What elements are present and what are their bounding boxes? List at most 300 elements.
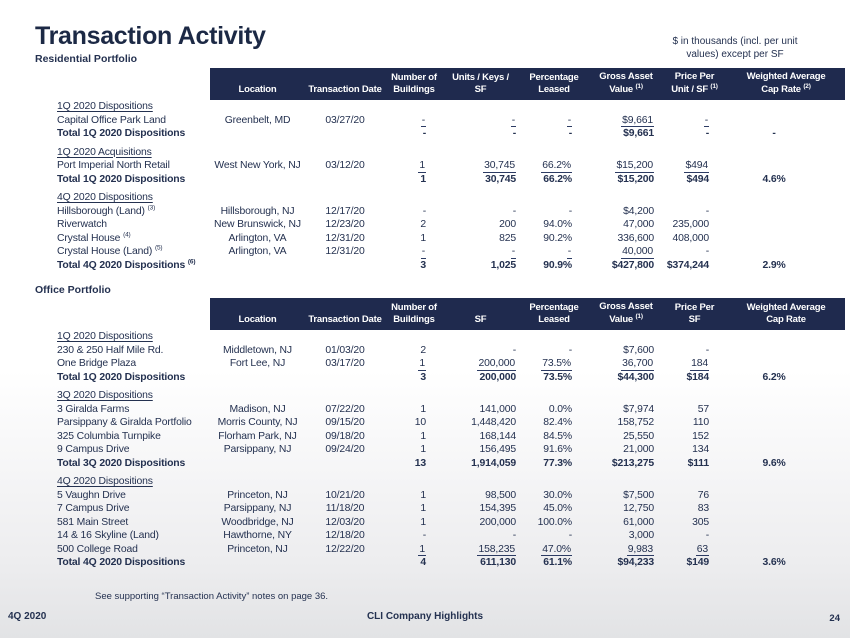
table-cell bbox=[727, 403, 845, 417]
table-cell: $213,275 bbox=[611, 457, 654, 469]
table-cell: - bbox=[705, 205, 709, 217]
column-header: Number of Buildings bbox=[385, 298, 443, 330]
row-label: Crystal House $^{(4)}$ bbox=[57, 231, 131, 244]
table-cell: Hillsborough, NJ bbox=[220, 205, 295, 217]
table-cell: 100.0% bbox=[537, 516, 572, 528]
table-cell bbox=[210, 191, 305, 205]
table-cell bbox=[305, 389, 385, 403]
table-cell: - bbox=[705, 344, 709, 356]
table-cell: - bbox=[421, 114, 425, 126]
table-cell: 305 bbox=[692, 516, 709, 528]
table-cell bbox=[210, 173, 305, 187]
property-row bbox=[35, 403, 845, 417]
table-cell: 12/22/20 bbox=[325, 543, 365, 555]
section-header-row bbox=[35, 146, 845, 160]
table-cell: 1 bbox=[419, 543, 425, 555]
table-cell: 45.0% bbox=[543, 503, 572, 514]
table-cell: Parsippany, NJ bbox=[223, 503, 292, 514]
row-label: 1Q 2020 Dispositions bbox=[57, 101, 153, 112]
table-cell bbox=[443, 389, 518, 403]
table-cell: 3 bbox=[420, 371, 426, 383]
table-cell bbox=[727, 529, 845, 543]
property-row bbox=[35, 114, 845, 128]
table-cell: 825 bbox=[499, 232, 516, 244]
table-cell: 66.2% bbox=[543, 173, 572, 185]
table-cell: Parsippany, NJ bbox=[223, 444, 292, 455]
office-portfolio-table bbox=[35, 298, 845, 570]
row-label: Riverwatch bbox=[57, 219, 107, 230]
table-cell bbox=[727, 389, 845, 403]
table-cell bbox=[305, 127, 385, 141]
residential-portfolio-table bbox=[35, 68, 845, 272]
row-label: Total 1Q 2020 Dispositions bbox=[57, 128, 186, 139]
table-cell bbox=[727, 330, 845, 344]
row-label: 230 & 250 Half Mile Rd. bbox=[57, 344, 164, 356]
table-cell: 2 bbox=[420, 219, 426, 230]
column-header: Price Per SF bbox=[662, 298, 727, 330]
table-cell: - bbox=[512, 530, 516, 541]
row-label: Total 1Q 2020 Dispositions bbox=[57, 371, 186, 383]
office-portfolio-label: Office Portfolio bbox=[35, 284, 111, 296]
row-label: Capital Office Park Land bbox=[57, 114, 166, 126]
table-cell bbox=[727, 475, 845, 489]
table-cell: 0.0% bbox=[548, 403, 572, 415]
table-cell bbox=[727, 516, 845, 530]
table-cell bbox=[305, 146, 385, 160]
table-cell bbox=[727, 146, 845, 160]
table-cell: 03/27/20 bbox=[325, 114, 365, 126]
table-cell: 61,000 bbox=[623, 516, 654, 528]
table-cell bbox=[662, 475, 727, 489]
property-row bbox=[35, 357, 845, 371]
table-cell: Middletown, NJ bbox=[223, 344, 292, 356]
table-cell: 12/23/20 bbox=[325, 219, 365, 230]
table-cell: - bbox=[422, 530, 426, 541]
section-header-row bbox=[35, 389, 845, 403]
table-cell bbox=[385, 100, 443, 114]
footer-page-number: 24 bbox=[829, 613, 840, 624]
table-cell: 03/17/20 bbox=[325, 358, 365, 369]
table-cell bbox=[443, 330, 518, 344]
table-cell bbox=[305, 173, 385, 187]
table-cell bbox=[385, 330, 443, 344]
total-row bbox=[35, 556, 845, 570]
table-cell: - bbox=[704, 114, 708, 126]
table-cell bbox=[210, 127, 305, 141]
table-cell: 73.5% bbox=[542, 358, 571, 369]
column-header: Gross Asset Value $^{(1)}$ bbox=[590, 68, 662, 100]
footer-quarter-label: 4Q 2020 bbox=[8, 611, 47, 622]
table-cell: 98,500 bbox=[485, 489, 516, 501]
table-cell: 63 bbox=[696, 543, 708, 555]
table-cell: 408,000 bbox=[672, 232, 709, 244]
table-cell: $4,200 bbox=[623, 205, 654, 217]
table-cell: - bbox=[422, 128, 426, 139]
table-cell: $9,661 bbox=[623, 128, 654, 139]
table-cell: 1 bbox=[420, 403, 426, 415]
table-cell: 09/24/20 bbox=[325, 444, 365, 455]
table-cell: 82.4% bbox=[543, 417, 572, 428]
table-cell: 91.6% bbox=[543, 444, 572, 455]
table-cell: 152 bbox=[692, 430, 709, 442]
table-cell bbox=[590, 146, 662, 160]
property-row bbox=[35, 205, 845, 219]
table-cell: - bbox=[511, 114, 515, 126]
table-cell: Hawthorne, NY bbox=[223, 530, 292, 541]
table-cell: 30,745 bbox=[484, 160, 515, 171]
table-cell: 4 bbox=[420, 557, 426, 568]
column-header: Location bbox=[210, 68, 305, 100]
table-cell: Greenbelt, MD bbox=[224, 114, 291, 126]
table-cell bbox=[727, 489, 845, 503]
table-cell bbox=[727, 191, 845, 205]
table-cell bbox=[518, 191, 590, 205]
table-cell: - bbox=[511, 246, 515, 257]
table-cell: 3,000 bbox=[628, 530, 654, 541]
table-cell: 1,448,420 bbox=[471, 417, 516, 428]
table-cell: 1,025 bbox=[490, 259, 516, 271]
table-cell: - bbox=[705, 246, 709, 257]
table-cell: $494 bbox=[685, 160, 708, 171]
table-cell: 1 bbox=[420, 503, 426, 514]
table-cell: 07/22/20 bbox=[325, 403, 365, 415]
table-cell: $7,974 bbox=[623, 403, 654, 415]
table-cell: 84.5% bbox=[543, 430, 572, 442]
table-cell: - bbox=[772, 128, 776, 139]
table-cell: 2.9% bbox=[762, 259, 786, 271]
table-cell: Woodbridge, NJ bbox=[221, 516, 294, 528]
total-row bbox=[35, 259, 845, 273]
table-cell: Fort Lee, NJ bbox=[229, 358, 286, 369]
table-cell: 235,000 bbox=[672, 219, 709, 230]
table-cell bbox=[727, 245, 845, 259]
property-row bbox=[35, 344, 845, 358]
table-cell: Arlington, VA bbox=[228, 232, 287, 244]
footer-report-title: CLI Company Highlights bbox=[366, 611, 484, 622]
table-cell bbox=[727, 344, 845, 358]
table-cell: 134 bbox=[692, 444, 709, 455]
header-spacer-cell bbox=[35, 298, 210, 330]
table-cell: 158,235 bbox=[478, 543, 515, 555]
table-cell: 11/18/20 bbox=[325, 503, 365, 514]
units-note bbox=[626, 36, 844, 61]
table-cell: $374,244 bbox=[666, 259, 709, 271]
table-cell: Florham Park, NJ bbox=[218, 430, 297, 442]
row-label: 4Q 2020 Dispositions bbox=[57, 476, 153, 487]
table-cell: 3.6% bbox=[762, 557, 786, 568]
row-label: Total 4Q 2020 Dispositions bbox=[57, 557, 186, 568]
table-cell: $427,800 bbox=[611, 259, 654, 271]
table-cell: $94,233 bbox=[617, 557, 654, 568]
table-cell bbox=[590, 389, 662, 403]
table-cell bbox=[727, 100, 845, 114]
row-label: Total 3Q 2020 Dispositions bbox=[57, 457, 186, 469]
table-cell bbox=[443, 475, 518, 489]
row-label: 581 Main Street bbox=[57, 516, 129, 528]
table-cell: $7,600 bbox=[623, 344, 654, 356]
table-cell bbox=[305, 475, 385, 489]
table-cell: 66.2% bbox=[542, 160, 571, 171]
table-cell: $494 bbox=[686, 173, 709, 185]
table-cell bbox=[443, 191, 518, 205]
table-cell bbox=[727, 114, 845, 128]
table-cell bbox=[727, 159, 845, 173]
table-cell bbox=[210, 371, 305, 385]
table-cell: - bbox=[512, 205, 516, 217]
property-row bbox=[35, 430, 845, 444]
table-cell: 1,914,059 bbox=[471, 457, 516, 469]
row-label: Total 1Q 2020 Dispositions bbox=[57, 173, 186, 185]
table-cell bbox=[385, 475, 443, 489]
table-cell: Madison, NJ bbox=[229, 403, 286, 415]
table-cell: 09/18/20 bbox=[325, 430, 365, 442]
table-cell: Morris County, NJ bbox=[217, 417, 298, 428]
table-cell bbox=[210, 475, 305, 489]
column-header: Weighted Average Cap Rate $^{(2)}$ bbox=[727, 68, 845, 100]
table-cell: 10 bbox=[414, 417, 426, 428]
table-cell: - bbox=[567, 246, 571, 257]
table-cell: 76 bbox=[697, 489, 709, 501]
row-label: 500 College Road bbox=[57, 543, 138, 555]
column-header: Weighted Average Cap Rate bbox=[727, 298, 845, 330]
total-row bbox=[35, 127, 845, 141]
table-cell: 30,745 bbox=[485, 173, 516, 185]
table-cell: 2 bbox=[420, 344, 426, 356]
table-cell: - bbox=[422, 205, 426, 217]
table-cell: 336,600 bbox=[617, 232, 654, 244]
table-cell: - bbox=[705, 128, 709, 139]
table-cell bbox=[518, 330, 590, 344]
table-cell: 110 bbox=[692, 417, 709, 428]
table-cell: $9,661 bbox=[622, 114, 653, 126]
table-cell: 12/31/20 bbox=[325, 246, 365, 257]
table-cell bbox=[727, 205, 845, 219]
property-row bbox=[35, 529, 845, 543]
total-row bbox=[35, 457, 845, 471]
table-cell: 10/21/20 bbox=[325, 489, 365, 501]
units-note-line2: values) except per SF bbox=[686, 48, 784, 60]
table-cell: 1 bbox=[419, 358, 425, 369]
table-cell: - bbox=[705, 530, 709, 541]
table-cell bbox=[305, 371, 385, 385]
residential-portfolio-table-container bbox=[35, 68, 845, 272]
column-header: Price Per Unit / SF $^{(1)}$ bbox=[662, 68, 727, 100]
row-label: 1Q 2020 Dispositions bbox=[57, 331, 153, 342]
table-cell bbox=[590, 191, 662, 205]
table-cell: 1 bbox=[420, 232, 426, 244]
table-cell bbox=[518, 100, 590, 114]
table-cell: 73.5% bbox=[543, 371, 572, 383]
table-cell: 200,000 bbox=[479, 371, 516, 383]
table-cell: 158,752 bbox=[617, 417, 654, 428]
table-cell bbox=[727, 218, 845, 232]
table-cell bbox=[662, 389, 727, 403]
table-cell bbox=[305, 457, 385, 471]
table-cell: 12/03/20 bbox=[325, 516, 365, 528]
table-cell bbox=[210, 556, 305, 570]
office-portfolio-table-container bbox=[35, 298, 845, 570]
table-cell: 184 bbox=[691, 358, 708, 369]
table-cell: - bbox=[568, 530, 572, 541]
table-cell: 154,395 bbox=[479, 503, 516, 514]
table-cell bbox=[210, 389, 305, 403]
row-label: Parsippany & Giralda Portfolio bbox=[57, 417, 192, 428]
table-cell: 200,000 bbox=[479, 516, 516, 528]
table-cell: - bbox=[512, 128, 516, 139]
table-cell: 1 bbox=[419, 160, 425, 171]
table-cell bbox=[662, 100, 727, 114]
table-cell bbox=[727, 416, 845, 430]
column-header: Transaction Date bbox=[305, 68, 385, 100]
table-header-row bbox=[35, 298, 845, 330]
table-cell: 4.6% bbox=[762, 173, 786, 185]
row-label: 7 Campus Drive bbox=[57, 503, 130, 514]
table-cell: 12/18/20 bbox=[325, 530, 365, 541]
table-cell: - bbox=[512, 344, 516, 356]
table-cell: $7,500 bbox=[623, 489, 654, 501]
table-cell: 83 bbox=[697, 503, 709, 514]
table-cell bbox=[727, 502, 845, 516]
table-cell bbox=[727, 357, 845, 371]
table-cell: - bbox=[568, 128, 572, 139]
table-cell: $15,200 bbox=[617, 173, 654, 185]
table-cell: 3 bbox=[420, 259, 426, 271]
row-label: 325 Columbia Turnpike bbox=[57, 430, 161, 442]
table-cell: $44,300 bbox=[617, 371, 654, 383]
table-cell: 12,750 bbox=[623, 503, 654, 514]
column-header: Units / Keys / SF bbox=[443, 68, 518, 100]
row-label: Total 4Q 2020 Dispositions $^{(6)}$ bbox=[57, 258, 196, 271]
table-cell: 12/17/20 bbox=[325, 205, 365, 217]
column-header: Location bbox=[210, 298, 305, 330]
table-cell: $15,200 bbox=[616, 160, 653, 171]
row-label: 3Q 2020 Dispositions bbox=[57, 390, 153, 401]
section-header-row bbox=[35, 191, 845, 205]
column-header: Gross Asset Value $^{(1)}$ bbox=[590, 298, 662, 330]
column-header: Percentage Leased bbox=[518, 68, 590, 100]
table-cell bbox=[305, 330, 385, 344]
table-cell bbox=[385, 191, 443, 205]
table-cell bbox=[210, 330, 305, 344]
table-cell: 141,000 bbox=[479, 403, 516, 415]
table-cell: West New York, NJ bbox=[214, 160, 301, 171]
table-cell bbox=[590, 330, 662, 344]
table-cell: 611,130 bbox=[480, 557, 516, 568]
table-cell: 09/15/20 bbox=[325, 417, 365, 428]
property-row bbox=[35, 543, 845, 557]
table-cell bbox=[305, 259, 385, 273]
header-spacer-cell bbox=[35, 68, 210, 100]
table-cell bbox=[590, 100, 662, 114]
column-header: Number of Buildings bbox=[385, 68, 443, 100]
table-cell bbox=[305, 556, 385, 570]
row-label: Hillsborough (Land) $^{(3)}$ bbox=[57, 204, 156, 217]
table-cell: $149 bbox=[686, 557, 709, 568]
column-header: Transaction Date bbox=[305, 298, 385, 330]
row-label: 9 Campus Drive bbox=[57, 444, 130, 455]
section-header-row bbox=[35, 100, 845, 114]
table-cell bbox=[518, 146, 590, 160]
table-cell bbox=[662, 330, 727, 344]
property-row bbox=[35, 232, 845, 246]
table-cell: 90.9% bbox=[543, 259, 572, 271]
table-cell bbox=[662, 146, 727, 160]
table-cell: 1 bbox=[420, 516, 426, 528]
table-cell: 40,000 bbox=[622, 246, 653, 257]
table-cell: 47,000 bbox=[623, 219, 654, 230]
units-note-line1: $ in thousands (incl. per unit bbox=[672, 36, 798, 47]
row-label: 5 Vaughn Drive bbox=[57, 489, 126, 501]
table-cell: 90.2% bbox=[543, 232, 572, 244]
table-cell bbox=[727, 543, 845, 557]
table-cell bbox=[210, 259, 305, 273]
table-cell: 77.3% bbox=[543, 457, 572, 469]
table-cell: 1 bbox=[420, 444, 426, 455]
table-cell: Princeton, NJ bbox=[227, 489, 288, 501]
table-cell bbox=[210, 100, 305, 114]
table-cell bbox=[385, 389, 443, 403]
table-cell: 21,000 bbox=[623, 444, 654, 455]
table-cell: 12/31/20 bbox=[325, 232, 365, 244]
table-cell: 47.0% bbox=[542, 543, 571, 555]
table-cell bbox=[305, 191, 385, 205]
table-cell: 03/12/20 bbox=[325, 160, 365, 171]
table-cell bbox=[210, 146, 305, 160]
property-row bbox=[35, 159, 845, 173]
property-row bbox=[35, 218, 845, 232]
table-cell bbox=[210, 457, 305, 471]
table-cell: 1 bbox=[420, 489, 426, 501]
property-row bbox=[35, 245, 845, 259]
table-cell: 200,000 bbox=[478, 358, 515, 369]
table-cell: - bbox=[568, 344, 572, 356]
table-cell bbox=[305, 100, 385, 114]
column-header: SF bbox=[443, 298, 518, 330]
table-cell bbox=[727, 430, 845, 444]
table-cell bbox=[518, 389, 590, 403]
table-cell: 36,700 bbox=[622, 358, 653, 369]
table-cell: 156,495 bbox=[479, 444, 516, 455]
table-cell: 01/03/20 bbox=[325, 344, 365, 356]
table-cell: - bbox=[567, 114, 571, 126]
property-row bbox=[35, 489, 845, 503]
table-cell: 30.0% bbox=[543, 489, 572, 501]
total-row bbox=[35, 173, 845, 187]
table-cell: 57 bbox=[697, 403, 709, 415]
table-cell bbox=[662, 191, 727, 205]
row-label: 4Q 2020 Dispositions bbox=[57, 192, 153, 203]
table-cell bbox=[590, 475, 662, 489]
table-cell bbox=[443, 146, 518, 160]
table-cell: 61.1% bbox=[543, 557, 572, 568]
table-header-row bbox=[35, 68, 845, 100]
table-cell: 1 bbox=[420, 430, 426, 442]
table-cell: 9,983 bbox=[627, 543, 653, 555]
total-row bbox=[35, 371, 845, 385]
table-cell: 9.6% bbox=[762, 457, 786, 469]
section-header-row bbox=[35, 475, 845, 489]
table-cell: 200 bbox=[499, 219, 516, 230]
page-title: Transaction Activity bbox=[35, 22, 266, 50]
row-label: One Bridge Plaza bbox=[57, 358, 137, 369]
table-cell bbox=[518, 475, 590, 489]
row-label: 1Q 2020 Acquisitions bbox=[57, 146, 152, 158]
table-cell: Arlington, VA bbox=[228, 246, 287, 257]
row-label: 14 & 16 Skyline (Land) bbox=[57, 530, 159, 541]
row-label: 3 Giralda Farms bbox=[57, 403, 130, 415]
table-cell: - bbox=[568, 205, 572, 217]
table-cell: 13 bbox=[414, 457, 426, 469]
